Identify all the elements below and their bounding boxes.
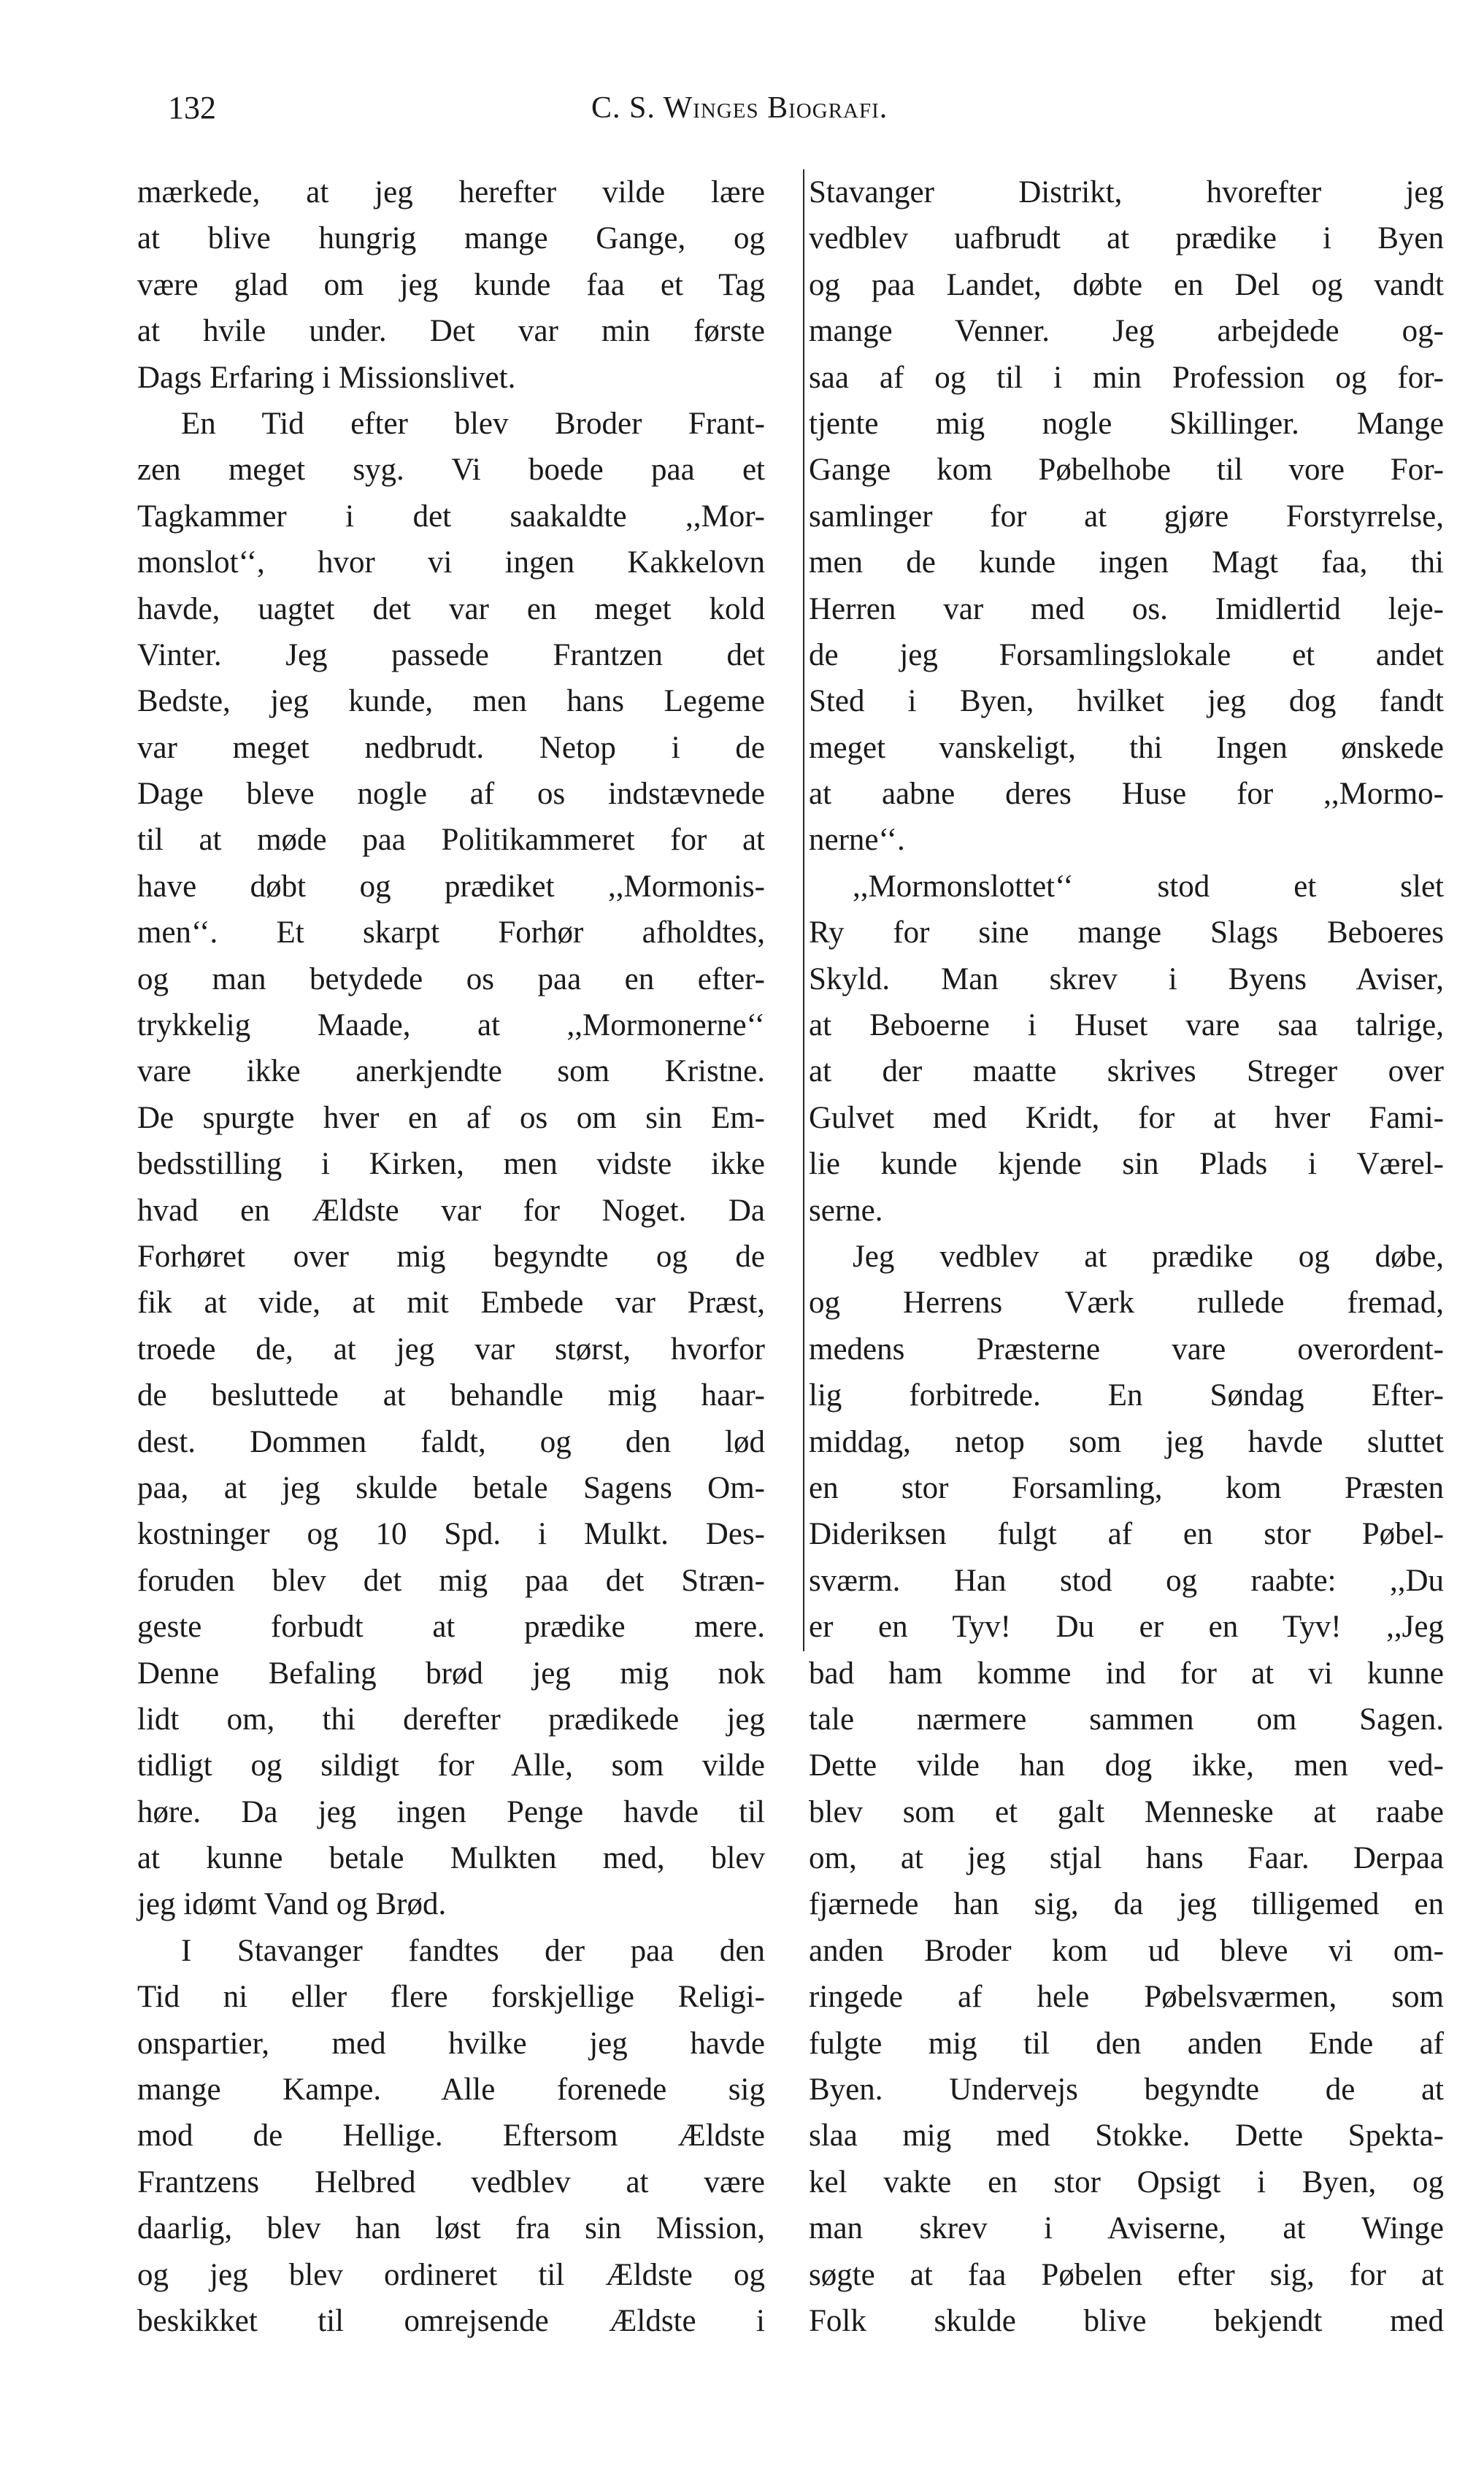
text-line: trykkelig Maade, at ,,Mormonerne‘‘ <box>137 1008 765 1043</box>
text-line: være glad om jeg kunde faa et Tag <box>137 267 765 302</box>
text-line: blev som et galt Menneske at raabe <box>809 1794 1444 1829</box>
text-line: Denne Befaling brød jeg mig nok <box>137 1656 765 1691</box>
text-line: ringede af hele Pøbelsværmen, som <box>809 1980 1444 2015</box>
text-line: onspartier, med hvilke jeg havde <box>137 2026 765 2061</box>
text-line: fik at vide, at mit Embede var Præst, <box>137 1286 765 1321</box>
text-line: daarlig, blev han løst fra sin Mission, <box>137 2211 765 2246</box>
text-line: medens Præsterne vare overordent- <box>809 1332 1444 1367</box>
text-line: paa, at jeg skulde betale Sagens Om- <box>137 1470 765 1505</box>
text-line: Sted i Byen, hvilket jeg dog fandt <box>809 684 1444 719</box>
text-line: Frantzens Helbred vedblev at være <box>137 2164 765 2199</box>
text-line: Jeg vedblev at prædike og døbe, <box>853 1239 1444 1274</box>
text-line: vedblev uafbrudt at prædike i Byen <box>809 221 1444 256</box>
text-line: en stor Forsamling, kom Præsten <box>809 1470 1444 1505</box>
text-line: vare ikke anerkjendte som Kristne. <box>137 1054 765 1089</box>
text-line: at der maatte skrives Streger over <box>809 1054 1444 1089</box>
text-line: og Herrens Værk rullede fremad, <box>809 1286 1444 1321</box>
text-line: jeg idømt Vand og Brød. <box>137 1887 447 1922</box>
text-line: og man betydede os paa en efter- <box>137 961 765 996</box>
text-line: at blive hungrig mange Gange, og <box>137 221 765 256</box>
text-line: dest. Dommen faldt, og den lød <box>137 1424 765 1459</box>
text-line: bad ham komme ind for at vi kunne <box>809 1656 1444 1691</box>
text-line: Stavanger Distrikt, hvorefter jeg <box>809 175 1444 210</box>
text-line: Byen. Undervejs begyndte de at <box>809 2072 1444 2108</box>
text-line: monslot‘‘, hvor vi ingen Kakkelovn <box>137 545 765 580</box>
text-line: søgte at faa Pøbelen efter sig, for at <box>809 2257 1444 2292</box>
text-line: zen meget syg. Vi boede paa et <box>137 453 765 488</box>
text-line: Ry for sine mange Slags Beboeres <box>809 915 1444 950</box>
text-line: De spurgte hver en af os om sin Em- <box>137 1100 765 1135</box>
text-line: bedsstilling i Kirken, men vidste ikke <box>137 1147 765 1182</box>
text-line: at hvile under. Det var min første <box>137 314 765 349</box>
text-line: de besluttede at behandle mig haar- <box>137 1378 765 1413</box>
text-line: Herren var med os. Imidlertid leje- <box>809 591 1444 626</box>
text-line: samlinger for at gjøre Forstyrrelse, <box>809 499 1444 534</box>
text-line: saa af og til i min Profession og for- <box>809 360 1444 395</box>
text-line: Dette vilde han dog ikke, men ved- <box>809 1748 1444 1783</box>
text-line: anden Broder kom ud bleve vi om- <box>809 1933 1444 1968</box>
text-line: og paa Landet, døbte en Del og vandt <box>809 267 1444 302</box>
text-line: men‘‘. Et skarpt Forhør afholdtes, <box>137 915 765 950</box>
text-line: at aabne deres Huse for ,,Mormo- <box>809 777 1444 812</box>
text-line: Gange kom Pøbelhobe til vore For- <box>809 453 1444 488</box>
text-line: En Tid efter blev Broder Frant- <box>181 406 765 441</box>
text-line: tidligt og sildigt for Alle, som vilde <box>137 1748 765 1783</box>
text-line: og jeg blev ordineret til Ældste og <box>137 2257 765 2292</box>
text-line: at Beboerne i Huset vare saa talrige, <box>809 1008 1444 1043</box>
text-line: serne. <box>809 1193 883 1228</box>
text-line: kostninger og 10 Spd. i Mulkt. Des- <box>137 1517 765 1552</box>
text-line: meget vanskeligt, thi Ingen ønskede <box>809 730 1444 765</box>
text-line: Tagkammer i det saakaldte ,,Mor- <box>137 499 765 534</box>
text-line: kel vakte en stor Opsigt i Byen, og <box>809 2164 1444 2199</box>
text-line: nerne‘‘. <box>809 823 905 858</box>
text-line: Forhøret over mig begyndte og de <box>137 1239 765 1274</box>
text-line: høre. Da jeg ingen Penge havde til <box>137 1794 765 1829</box>
text-line: fjærnede han sig, da jeg tilligemed en <box>809 1887 1444 1922</box>
text-line: om, at jeg stjal hans Faar. Derpaa <box>809 1841 1444 1876</box>
page-header <box>168 86 1423 130</box>
text-line: lidt om, thi derefter prædikede jeg <box>137 1702 765 1737</box>
text-line: Folk skulde blive bekjendt med <box>809 2303 1444 2338</box>
text-line: man skrev i Aviserne, at Winge <box>809 2211 1444 2246</box>
text-line: til at møde paa Politikammeret for at <box>137 823 765 858</box>
page-number: 132 <box>168 90 216 126</box>
text-line: have døbt og prædiket ,,Mormonis- <box>137 869 765 904</box>
text-line: foruden blev det mig paa det Stræn- <box>137 1563 765 1598</box>
text-line: mærkede, at jeg herefter vilde lære <box>137 175 765 210</box>
text-line: sværm. Han stod og raabte: ,,Du <box>809 1563 1444 1598</box>
text-line: lie kunde kjende sin Plads i Værel- <box>809 1147 1444 1182</box>
text-line: I Stavanger fandtes der paa den <box>181 1933 765 1968</box>
text-line: tale nærmere sammen om Sagen. <box>809 1702 1444 1737</box>
text-line: men de kunde ingen Magt faa, thi <box>809 545 1444 580</box>
text-line: havde, uagtet det var en meget kold <box>137 591 765 626</box>
text-line: fulgte mig til den anden Ende af <box>809 2026 1444 2061</box>
text-line: tjente mig nogle Skillinger. Mange <box>809 406 1444 441</box>
text-line: de jeg Forsamlingslokale et andet <box>809 637 1444 672</box>
text-line: mange Kampe. Alle forenede sig <box>137 2072 765 2108</box>
text-line: lig forbitrede. En Søndag Efter- <box>809 1378 1444 1413</box>
text-line: hvad en Ældste var for Noget. Da <box>137 1193 765 1228</box>
text-line: Bedste, jeg kunde, men hans Legeme <box>137 684 765 719</box>
text-line: mod de Hellige. Eftersom Ældste <box>137 2118 765 2154</box>
running-title: C. S. Winges Biografi. <box>591 91 888 125</box>
text-line: var meget nedbrudt. Netop i de <box>137 730 765 765</box>
right-column <box>809 169 1444 2344</box>
text-line: at kunne betale Mulkten med, blev <box>137 1841 765 1876</box>
column-divider <box>803 169 804 1651</box>
text-line: ,,Mormonslottet‘‘ stod et slet <box>853 869 1444 904</box>
text-line: Dags Erfaring i Missionslivet. <box>137 360 516 395</box>
text-line: middag, netop som jeg havde sluttet <box>809 1424 1444 1459</box>
text-line: beskikket til omrejsende Ældste i <box>137 2303 765 2338</box>
left-column <box>137 169 765 2344</box>
text-line: Dage bleve nogle af os indstævnede <box>137 777 765 812</box>
text-line: troede de, at jeg var størst, hvorfor <box>137 1332 765 1367</box>
text-line: mange Venner. Jeg arbejdede og- <box>809 314 1444 349</box>
text-line: Vinter. Jeg passede Frantzen det <box>137 637 765 672</box>
text-line: Skyld. Man skrev i Byens Aviser, <box>809 961 1444 996</box>
text-line: Tid ni eller flere forskjellige Religi- <box>137 1980 765 2015</box>
text-line: er en Tyv! Du er en Tyv! ,,Jeg <box>809 1610 1444 1645</box>
text-line: Gulvet med Kridt, for at hver Fami- <box>809 1100 1444 1135</box>
text-line: geste forbudt at prædike mere. <box>137 1610 765 1645</box>
text-line: slaa mig med Stokke. Dette Spekta- <box>809 2118 1444 2154</box>
text-line: Dideriksen fulgt af en stor Pøbel- <box>809 1517 1444 1552</box>
